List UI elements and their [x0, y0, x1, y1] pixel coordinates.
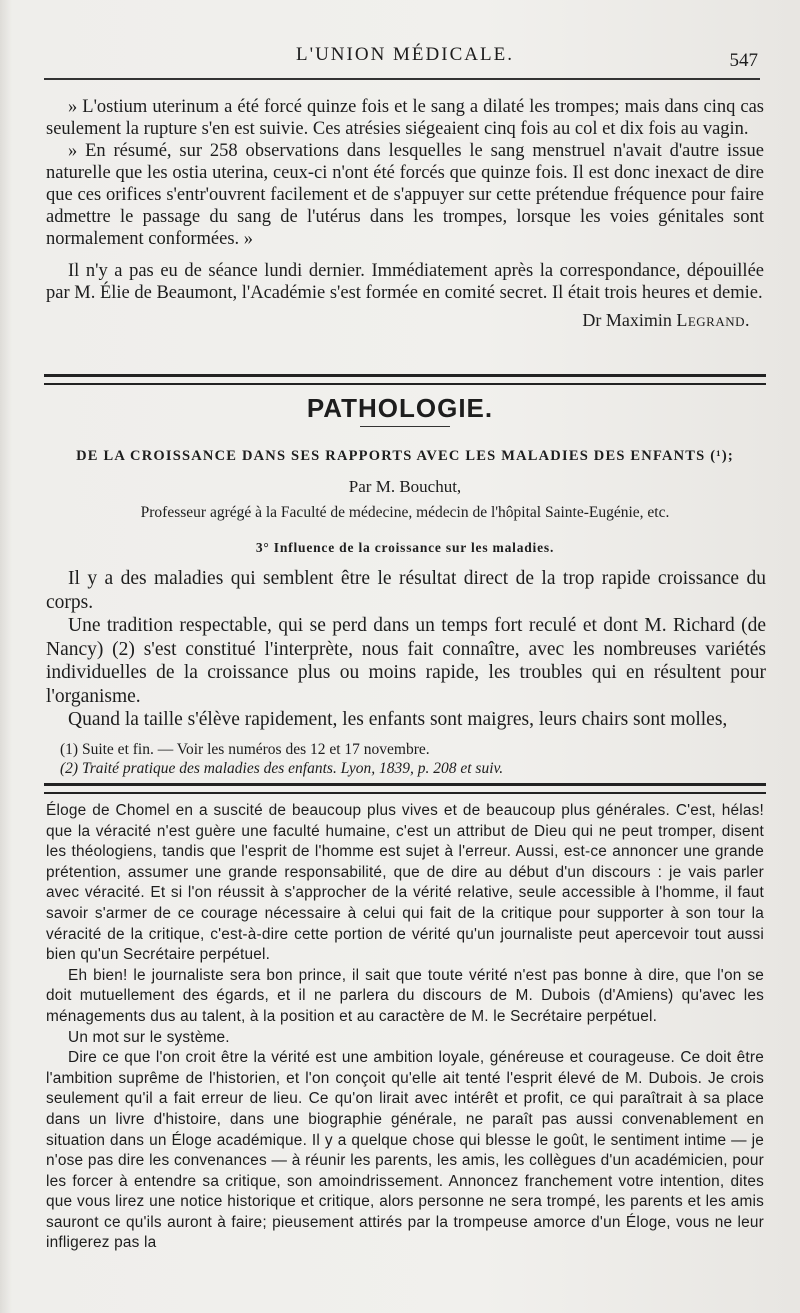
feuilleton-divider: [44, 783, 766, 794]
journal-title: L'UNION MÉDICALE.: [296, 44, 514, 65]
paragraph: Quand la taille s'élève rapidement, les enfants sont maigres, leurs chairs sont molles,: [68, 709, 728, 730]
footnotes: [60, 740, 764, 778]
subsection-heading: 3° Influence de la croissance sur les maladies.: [255, 540, 555, 555]
signature: [46, 310, 764, 331]
header-rule: [44, 78, 760, 80]
paragraph: Dire ce que l'on croit être la vérité est une ambition loyale, généreuse et courageuse. Ce doit être l'ambition suprême de l'historien, et l'on conçoit qu'elle ait tenté l'esprit élevé de M. Dubois. Je crois seulement qu'il a fait erreur de lieu. Ce qu'on lirait avec intérêt et profit, ce qui paraîtrait à sa place dans un livre d'histoire, dans une biographie générale, ne paraît pas aussi convenablement en situation dans un Éloge académique. Il y a quelque chose qui blesse le goût, le sentiment intime — je n'ose pas dire les convenances — à réunir les parents, les amis, les collègues d'un académicien, pour les forcer à entendre sa critique, son amoindrissement. Annoncez franchement votre intention, dites que vous lirez une notice historique et critique, alors personne ne sera trompé, les parents et les amis sauront ce qu'ils auront à faire; pieusement attirés par la trompeuse amorce d'un Éloge, vous ne leur infligerez pas la: [46, 1049, 764, 1252]
paragraph: Il y a des maladies qui semblent être le résultat direct de la trop rapide croissance du corps.: [46, 568, 766, 613]
section-divider: [44, 374, 766, 385]
paragraph: Un mot sur le système.: [68, 1028, 230, 1046]
title-underline: [360, 426, 450, 427]
paragraph: Une tradition respectable, qui se perd dans un temps fort reculé et dont M. Richard (de Nancy) (2) s'est constitué l'interprète, nous fait connaître, avec les nombreuses variétés individuelles de la croissance plus ou moins rapide, les troubles qui en résultent pour l'organisme.: [46, 615, 766, 707]
article-author: Par M. Bouchut,: [348, 477, 462, 496]
paragraph: Il n'y a pas eu de séance lundi dernier. Immédiatement après la correspondance, dépouillée par M. Élie de Beaumont, l'Académie s'est formée en comité secret. Il était trois heures et demie.: [46, 261, 764, 303]
page-number: 547: [729, 50, 758, 71]
paragraph: Eh bien! le journaliste sera bon prince, il sait que toute vérité n'est pas bonne à dire, que l'on se doit mutuellement des égards, et il ne parlera du discours de M. Dubois (d'Amiens) qu'avec les ménagements dus au talent, à la position et au caractère de M. le Secrétaire perpétuel.: [46, 966, 764, 1025]
section-title: PATHOLOGIE.: [306, 393, 494, 423]
author-affiliation: Professeur agrégé à la Faculté de médecine, médecin de l'hôpital Sainte-Eugénie, etc.: [140, 504, 670, 521]
academy-report: [46, 96, 764, 331]
article-title: DE LA CROISSANCE DANS SES RAPPORTS AVEC LES MALADIES DES ENFANTS (¹);: [76, 448, 734, 464]
paragraph: Éloge de Chomel en a suscité de beaucoup plus vives et de beaucoup plus générales. C'est, hélas! que la véracité n'est guère une faculté humaine, c'est un attribut de Dieu qui ne peut tromper, disent les théologiens, tandis que l'esprit de l'homme est sujet à l'erreur. Aussi, est-ce annoncer une grande prétention, assumer une grande responsabilité, que de dire au début d'un discours : je vais parler avec véracité. Et si l'on réussit à s'approcher de la vérité relative, seule accessible à l'homme, il faut savoir s'armer de ce courage nécessaire à celui qui fait de la critique pour supporter à son tour la véracité de la critique, c'est-à-dire cette portion de vérité qu'un journaliste peut apercevoir tout aussi bien qu'un Secrétaire perpétuel.: [46, 802, 764, 964]
paragraph: » L'ostium uterinum a été forcé quinze fois et le sang a dilaté les trompes; mais dans cinq cas seulement la rupture s'en est suivie. Ces atrésies siégeaient cinq fois au col et dix fois au vagin.: [46, 97, 764, 139]
signature-name: Legrand.: [676, 310, 750, 330]
footnote: (2) Traité pratique des maladies des enfants. Lyon, 1839, p. 208 et suiv.: [60, 760, 504, 777]
paragraph: » En résumé, sur 258 observations dans lesquelles le sang menstruel n'avait d'autre issue naturelle que les ostia uterina, ceux-ci n'ont été forcés que quinze fois. Il est donc inexact de dire que ces orifices s'entr'ouvrent facilement et de s'appuyer sur cette prétendue fréquence pour faire admettre le passage du sang de l'utérus dans les trompes, lorsque les voies génitales sont normalement conformées. »: [46, 141, 764, 249]
footnote: (1) Suite et fin. — Voir les numéros des 12 et 17 novembre.: [60, 741, 430, 758]
article-body: [46, 567, 766, 732]
signature-prefix: Dr Maximin: [582, 310, 672, 330]
running-head: [46, 44, 764, 72]
feuilleton: [46, 801, 764, 1254]
